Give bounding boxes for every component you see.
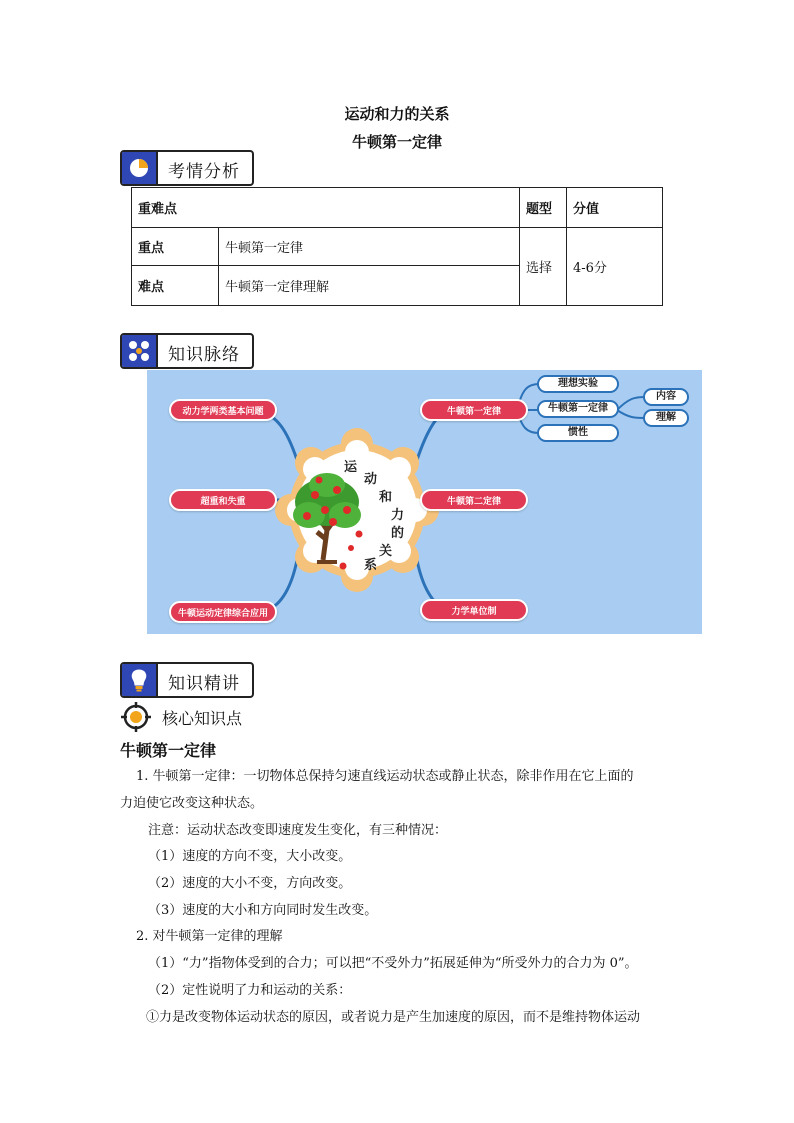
document-subtitle: 牛顿第一定律 <box>351 133 442 151</box>
center-char: 运 <box>344 460 358 475</box>
mind-map-node-right-1: 牛顿第一定律 <box>420 399 528 421</box>
mind-map-node-left-3: 牛顿运动定律综合应用 <box>169 601 277 623</box>
center-char: 系 <box>364 558 378 573</box>
table-row-content: 牛顿第一定律 <box>219 228 520 266</box>
section-header-explanation <box>120 662 254 698</box>
mind-map-leaf: 内容 <box>643 388 689 406</box>
center-char: 力 <box>391 508 405 523</box>
paragraph: （1）“力”指物体受到的合力；可以把“不受外力”拓展延伸为“所受外力的合力为 0”。 <box>148 956 638 971</box>
table-header-score: 分值 <box>567 188 663 228</box>
paragraph: （2）定性说明了力和运动的关系： <box>148 983 352 998</box>
table-header-type: 题型 <box>520 188 567 228</box>
table-header-key-points: 重难点 <box>132 188 520 228</box>
table-row-label: 难点 <box>132 266 219 306</box>
section-header-analysis <box>120 150 254 186</box>
paragraph: （3）速度的大小和方向同时发生改变。 <box>148 903 378 918</box>
paragraph: （2）速度的大小不变，方向改变。 <box>148 876 352 891</box>
target-icon <box>120 702 154 732</box>
pie-chart-icon <box>122 152 158 184</box>
document-title: 运动和力的关系 <box>344 105 450 123</box>
mind-map-node-right-2: 牛顿第二定律 <box>420 489 528 511</box>
center-char: 和 <box>379 490 393 505</box>
mind-map-subnode: 理想实验 <box>537 375 619 393</box>
mind-map-subnode: 牛顿第一定律 <box>537 400 619 418</box>
core-label: 核心知识点 <box>162 709 243 728</box>
lightbulb-icon <box>122 664 158 696</box>
mind-map-node-left-1: 动力学两类基本问题 <box>169 399 277 421</box>
table-cell-score: 4-6分 <box>567 228 663 306</box>
section-label: 考情分析 <box>168 162 240 182</box>
paragraph: ①力是改变物体运动状态的原因，或者说力是产生加速度的原因，而不是维持物体运动 <box>146 1010 641 1025</box>
mind-map-node-left-2: 超重和失重 <box>169 489 277 511</box>
table-row-content: 牛顿第一定律理解 <box>219 266 520 306</box>
center-char: 关 <box>379 544 393 559</box>
core-knowledge-heading <box>120 702 280 732</box>
paragraph: 注意：运动状态改变即速度发生变化，有三种情况： <box>148 823 448 838</box>
mind-map-leaf: 理解 <box>643 409 689 427</box>
section-label: 知识精讲 <box>168 674 240 694</box>
table-row-label: 重点 <box>132 228 219 266</box>
center-char: 动 <box>364 472 378 487</box>
paragraph: 力迫使它改变这种状态。 <box>120 796 264 811</box>
section-label: 知识脉络 <box>168 345 240 365</box>
section-header-knowledge-map <box>120 333 254 369</box>
table-cell-type: 选择 <box>520 228 567 306</box>
paragraph: 1. 牛顿第一定律：一切物体总保持匀速直线运动状态或静止状态，除非作用在它上面的 <box>136 769 634 784</box>
analysis-table <box>131 187 663 306</box>
mind-map-node-right-3: 力学单位制 <box>420 599 528 621</box>
topic-heading: 牛顿第一定律 <box>120 741 217 760</box>
network-icon <box>122 335 158 367</box>
paragraph: 2. 对牛顿第一定律的理解 <box>136 929 283 944</box>
paragraph: （1）速度的方向不变，大小改变。 <box>148 849 352 864</box>
mind-map <box>147 370 702 634</box>
center-char: 的 <box>391 526 405 541</box>
mind-map-subnode: 惯性 <box>537 424 619 442</box>
